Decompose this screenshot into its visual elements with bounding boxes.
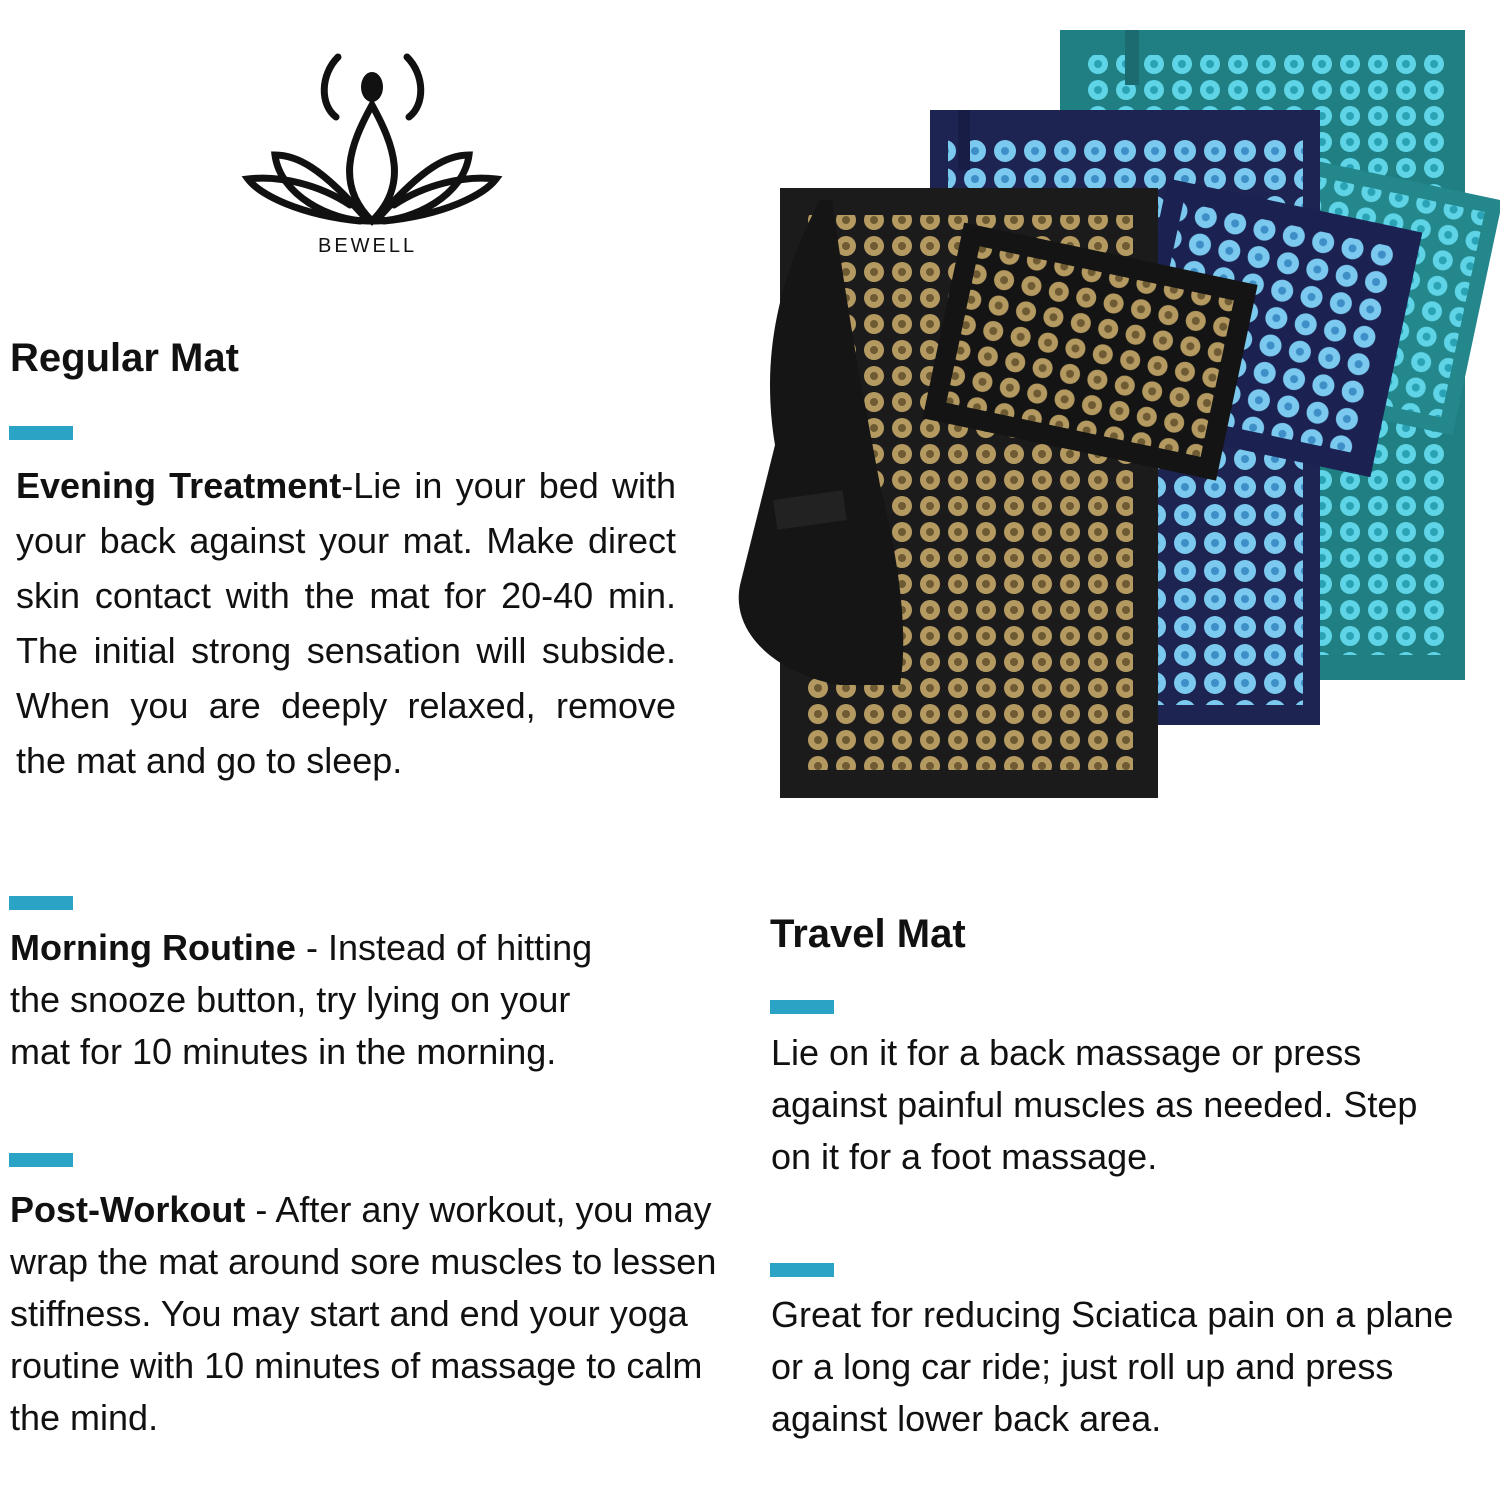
morning-routine-label: Morning Routine bbox=[10, 927, 296, 968]
morning-routine-text bbox=[10, 922, 630, 1078]
regular-mat-title: Regular Mat bbox=[10, 336, 239, 380]
accent-bar bbox=[9, 896, 73, 910]
brand-logo bbox=[240, 45, 505, 265]
travel-mat-title: Travel Mat bbox=[770, 912, 966, 956]
acupressure-mats-image bbox=[720, 25, 1500, 805]
evening-treatment-text bbox=[16, 458, 676, 788]
travel-mat-item-1: Lie on it for a back massage or press against painful muscles as needed. Step on it for a foot massage. bbox=[771, 1032, 1418, 1177]
accent-bar bbox=[9, 1153, 73, 1167]
brand-name: BEWELL bbox=[318, 235, 418, 257]
evening-treatment-body: -Lie in your bed with your back against your mat. Make direct skin contact with the mat for 20-40 min. The initial strong sensation will subside. When you are deeply relaxed, remove the mat and go to sleep. bbox=[16, 465, 676, 781]
accent-bar bbox=[9, 426, 73, 440]
accent-bar bbox=[770, 1263, 834, 1277]
lotus-logo-icon bbox=[240, 45, 505, 235]
post-workout-label: Post-Workout bbox=[10, 1189, 246, 1230]
morning-routine-body: - Instead of hitting the snooze button, try lying on your mat for 10 minutes in the morning. bbox=[10, 927, 593, 1072]
evening-treatment-label: Evening Treatment bbox=[16, 465, 342, 506]
post-workout-body: - After any workout, you may wrap the mat around sore muscles to lessen stiffness. You may start and end your yoga routine with 10 minutes of massage to calm the mind. bbox=[10, 1189, 717, 1438]
post-workout-text bbox=[10, 1184, 720, 1444]
accent-bar bbox=[770, 1000, 834, 1014]
travel-mat-item-2: Great for reducing Sciatica pain on a plane or a long car ride; just roll up and press against lower back area. bbox=[771, 1294, 1454, 1439]
